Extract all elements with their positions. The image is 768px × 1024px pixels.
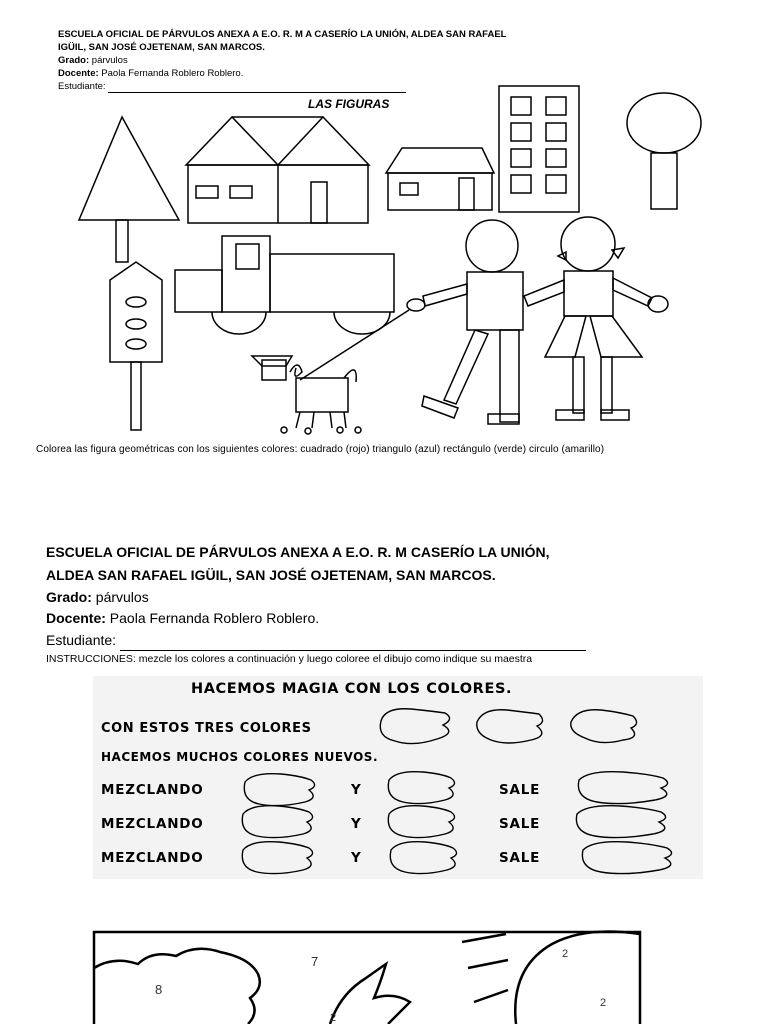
sun-ray <box>474 990 508 1002</box>
teacher-label: Docente: <box>58 68 99 79</box>
grade-label: Grado: <box>58 55 90 66</box>
paint-blob <box>242 806 312 838</box>
teacher-label: Docente: <box>46 610 106 626</box>
paint-blob <box>388 806 454 838</box>
grade-row <box>46 587 686 607</box>
big-house <box>186 117 369 223</box>
paint-blobs <box>93 676 703 879</box>
tall-building <box>499 86 579 212</box>
school-name-line2: ALDEA SAN RAFAEL IGÜIL, SAN JOSÉ OJETENAM, SAN MARCOS. <box>46 567 496 583</box>
truck <box>175 236 394 334</box>
row3-and-label: Y <box>351 850 361 866</box>
region-number-2: 2 <box>562 948 569 960</box>
small-house <box>386 148 494 210</box>
cloud-shape <box>94 949 260 1024</box>
region-number-2: 2 <box>600 997 607 1009</box>
region-number-8: 8 <box>155 982 163 997</box>
paint-blob <box>388 772 454 804</box>
figures-title: LAS FIGURAS <box>308 97 390 111</box>
paint-blob <box>578 772 667 804</box>
school-name-line1: ESCUELA OFICIAL DE PÁRVULOS ANEXA A E.O. R. M A CASERÍO LA UNIÓN, ALDEA SAN RAFAEL <box>58 29 507 40</box>
bird-shape <box>330 964 410 1024</box>
row1-result-label: SALE <box>499 782 541 798</box>
teacher-value: Paola Fernanda Roblero Roblero. <box>101 68 244 79</box>
paint-blob <box>477 710 543 743</box>
row3-result-label: SALE <box>499 850 541 866</box>
student-row <box>46 629 686 651</box>
region-number-2: 2 <box>330 1012 337 1024</box>
row2-and-label: Y <box>351 816 361 832</box>
dog-figure <box>252 356 361 434</box>
paint-blob <box>571 710 637 743</box>
instructions-text: INSTRUCCIONES: mezcle los colores a continuación y luego coloree el dibujo como indique su maestra <box>46 653 533 665</box>
traffic-light <box>110 262 162 430</box>
school-name-line2: IGÜIL, SAN JOSÉ OJETENAM, SAN MARCOS. <box>58 42 265 53</box>
row1-mix-label: MEZCLANDO <box>101 782 204 798</box>
row2-result-label: SALE <box>499 816 541 832</box>
student-label: Estudiante: <box>58 81 106 92</box>
sun-ray <box>462 934 506 942</box>
sheet2-header <box>46 541 686 667</box>
paint-blob <box>582 842 671 874</box>
panel-line2: HACEMOS MUCHOS COLORES NUEVOS. <box>101 750 379 764</box>
row1-and-label: Y <box>351 782 361 798</box>
coloring-instruction: Colorea las figura geométricas con los siguientes colores: cuadrado (rojo) triangulo (azul) rectángulo (verde) circulo (amarillo) <box>36 444 605 455</box>
sun-ray <box>468 960 508 968</box>
row2-mix-label: MEZCLANDO <box>101 816 204 832</box>
shapes-coloring-drawing <box>0 0 768 460</box>
grade-label: Grado: <box>46 589 92 605</box>
paint-blob <box>390 842 456 874</box>
paint-blob <box>576 806 665 838</box>
circle-tree <box>627 93 701 209</box>
boy-figure <box>300 220 523 424</box>
row3-mix-label: MEZCLANDO <box>101 850 204 866</box>
girl-figure <box>524 217 668 420</box>
paint-blob <box>244 774 314 806</box>
student-label: Estudiante: <box>46 632 117 648</box>
triangle-tree <box>79 117 179 262</box>
grade-value: párvulos <box>95 589 149 605</box>
panel-line1: CON ESTOS TRES COLORES <box>101 721 312 736</box>
school-name-line1: ESCUELA OFICIAL DE PÁRVULOS ANEXA A E.O. R. M CASERÍO LA UNIÓN, <box>46 544 550 560</box>
color-mixing-panel <box>93 676 703 879</box>
panel-title: HACEMOS MAGIA CON LOS COLORES. <box>191 681 513 697</box>
paint-blob <box>242 842 312 874</box>
grade-value: párvulos <box>91 55 128 66</box>
region-number-7: 7 <box>311 954 319 969</box>
sun-shape <box>515 932 640 1024</box>
teacher-row <box>46 607 686 629</box>
teacher-value: Paola Fernanda Roblero Roblero. <box>109 610 320 626</box>
student-name-line[interactable] <box>120 638 586 651</box>
paint-blob <box>380 709 449 744</box>
